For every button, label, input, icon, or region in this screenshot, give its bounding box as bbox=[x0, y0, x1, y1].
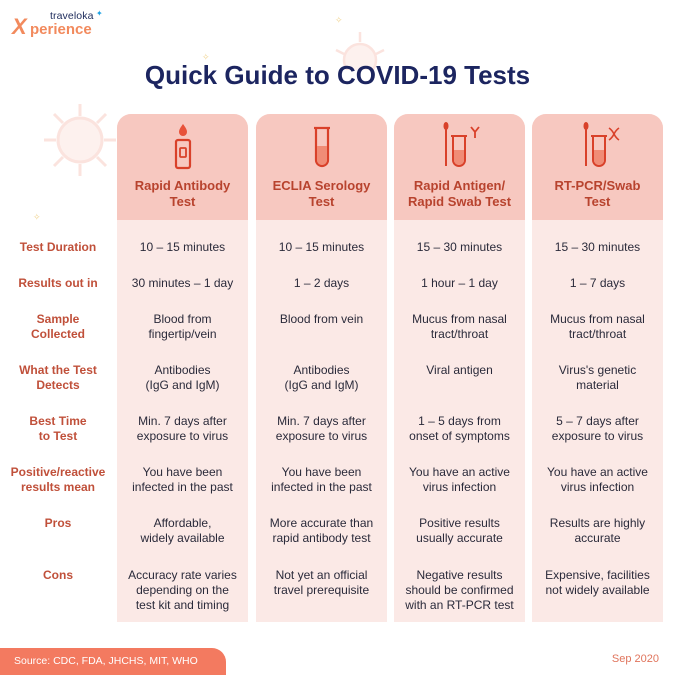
cell-line: usually accurate bbox=[416, 531, 503, 545]
column-title bbox=[394, 178, 525, 210]
virus-decoration-icon bbox=[40, 100, 120, 180]
cell-line: Blood from vein bbox=[279, 312, 364, 326]
cell-line: material bbox=[576, 378, 619, 392]
cell-line: Mucus from nasal bbox=[550, 312, 645, 326]
row-label-line: Positive/reactive bbox=[10, 465, 106, 479]
column-header bbox=[256, 114, 387, 220]
table-cell bbox=[394, 363, 525, 378]
column-title-line: RT-PCR/Swab bbox=[554, 178, 641, 193]
table-cell bbox=[532, 240, 663, 255]
cell-line: You have been bbox=[142, 465, 223, 479]
table-cell bbox=[117, 363, 248, 393]
cell-line: Blood from bbox=[153, 312, 212, 326]
cell-line: exposure to virus bbox=[275, 429, 368, 443]
cell-line: 1 – 5 days from bbox=[418, 414, 501, 428]
row-label-line: Test Duration bbox=[19, 240, 97, 254]
table-cell bbox=[117, 276, 248, 291]
table-cell bbox=[394, 516, 525, 546]
table-cell bbox=[117, 516, 248, 546]
cell-line: test kit and timing bbox=[135, 598, 230, 612]
table-cell bbox=[394, 276, 525, 291]
column-title bbox=[117, 178, 248, 210]
brand-small-text: traveloka bbox=[50, 10, 94, 22]
row-label-line: What the Test bbox=[19, 363, 97, 377]
cell-line: with an RT-PCR test bbox=[405, 598, 514, 612]
page-title: Quick Guide to COVID-19 Tests bbox=[144, 60, 531, 90]
cell-line: Accuracy rate varies bbox=[128, 568, 237, 582]
cell-line: Min. 7 days after bbox=[138, 414, 227, 428]
row-label-sample-collected bbox=[0, 312, 116, 342]
table-cell bbox=[256, 276, 387, 291]
cell-line: exposure to virus bbox=[136, 429, 229, 443]
cell-line: Results are highly bbox=[549, 516, 646, 530]
row-label-what-test-detects bbox=[0, 363, 116, 393]
cell-line: Mucus from nasal bbox=[412, 312, 507, 326]
cell-line: fingertip/vein bbox=[148, 327, 217, 341]
sparkle-icon: ✧ bbox=[202, 52, 210, 62]
cell-line: should be confirmed bbox=[405, 583, 514, 597]
brand-big-text: perience bbox=[30, 21, 92, 38]
source-text: Source: CDC, FDA, JHCHS, MIT, WHO bbox=[14, 655, 198, 667]
cell-line: infected in the past bbox=[271, 480, 372, 494]
row-label-results-out-in bbox=[0, 276, 116, 291]
row-label-line: Results out in bbox=[18, 276, 98, 290]
cell-line: virus infection bbox=[560, 480, 635, 494]
cell-line: You have an active bbox=[409, 465, 510, 479]
cell-line: Expensive, facilities bbox=[545, 568, 650, 582]
cell-line: accurate bbox=[574, 531, 621, 545]
column-header bbox=[532, 114, 663, 220]
cell-line: 5 – 7 days after bbox=[556, 414, 639, 428]
table-cell bbox=[394, 568, 525, 613]
table-cell bbox=[394, 312, 525, 342]
table-cell bbox=[117, 312, 248, 342]
cell-line: Antibodies bbox=[154, 363, 211, 377]
cell-line: 15 – 30 minutes bbox=[416, 240, 503, 254]
cell-line: Affordable, bbox=[153, 516, 212, 530]
table-cell bbox=[117, 568, 248, 613]
cell-line: 1 – 7 days bbox=[569, 276, 626, 290]
cell-line: 15 – 30 minutes bbox=[554, 240, 641, 254]
row-label-line: to Test bbox=[38, 429, 78, 443]
row-label-test-duration bbox=[0, 240, 116, 255]
row-label-cons bbox=[0, 568, 116, 583]
table-cell bbox=[256, 312, 387, 327]
cell-line: (IgG and IgM) bbox=[145, 378, 220, 392]
test-tube-icon bbox=[306, 122, 338, 170]
cell-line: 10 – 15 minutes bbox=[278, 240, 365, 254]
cell-line: Negative results bbox=[416, 568, 503, 582]
table-cell bbox=[394, 414, 525, 444]
table-cell bbox=[532, 465, 663, 495]
column-header bbox=[117, 114, 248, 220]
swab-tube-antibody-icon bbox=[438, 122, 482, 170]
column-title bbox=[532, 178, 663, 210]
table-cell bbox=[532, 516, 663, 546]
row-label-line: Cons bbox=[43, 568, 73, 582]
row-label-line: Best Time bbox=[29, 414, 87, 428]
cell-line: tract/throat bbox=[568, 327, 627, 341]
cell-line: 30 minutes – 1 day bbox=[131, 276, 234, 290]
cell-line: virus infection bbox=[422, 480, 497, 494]
table-cell bbox=[117, 465, 248, 495]
table-cell bbox=[394, 465, 525, 495]
swab-test-icon bbox=[167, 122, 199, 170]
column-title-line: Test bbox=[584, 194, 611, 209]
table-cell bbox=[256, 516, 387, 546]
cell-line: depending on the bbox=[136, 583, 229, 597]
table-cell bbox=[532, 568, 663, 598]
table-cell bbox=[532, 276, 663, 291]
row-label-pros bbox=[0, 516, 116, 531]
table-cell bbox=[256, 414, 387, 444]
table-cell bbox=[256, 465, 387, 495]
cell-line: You have been bbox=[281, 465, 362, 479]
row-label-line: Collected bbox=[30, 327, 85, 341]
column-header bbox=[394, 114, 525, 220]
column-title-line: Rapid Antigen/ bbox=[413, 178, 506, 193]
cell-line: (IgG and IgM) bbox=[284, 378, 359, 392]
cell-line: Antibodies bbox=[293, 363, 350, 377]
table-cell bbox=[532, 312, 663, 342]
cell-line: tract/throat bbox=[430, 327, 489, 341]
table-cell bbox=[256, 240, 387, 255]
table-cell bbox=[256, 568, 387, 598]
row-label-positive-results bbox=[0, 465, 116, 495]
cell-line: 1 hour – 1 day bbox=[421, 276, 498, 290]
column-title-line: Rapid Swab Test bbox=[407, 194, 512, 209]
table-cell bbox=[256, 363, 387, 393]
cell-line: onset of symptoms bbox=[409, 429, 510, 443]
cell-line: 1 – 2 days bbox=[293, 276, 350, 290]
brand-x-letter: X bbox=[12, 14, 27, 39]
cell-line: Positive results bbox=[419, 516, 500, 530]
row-label-line: Detects bbox=[36, 378, 80, 392]
table-cell bbox=[117, 240, 248, 255]
cell-line: Min. 7 days after bbox=[277, 414, 366, 428]
column-title-line: Test bbox=[169, 194, 196, 209]
table-cell bbox=[394, 240, 525, 255]
sparkle-icon: ✧ bbox=[335, 15, 343, 25]
star-icon: ✦ bbox=[96, 9, 103, 18]
column-title bbox=[256, 178, 387, 210]
table-cell bbox=[117, 414, 248, 444]
cell-line: More accurate than bbox=[269, 516, 374, 530]
column-title-line: Test bbox=[308, 194, 335, 209]
cell-line: not widely available bbox=[545, 583, 650, 597]
table-cell bbox=[532, 414, 663, 444]
cell-line: 10 – 15 minutes bbox=[139, 240, 226, 254]
cell-line: widely available bbox=[140, 531, 225, 545]
cell-line: infected in the past bbox=[132, 480, 233, 494]
sparkle-icon: ✧ bbox=[33, 212, 41, 222]
brand-logo bbox=[12, 10, 132, 40]
source-bar bbox=[0, 648, 226, 675]
cell-line: Not yet an official bbox=[275, 568, 368, 582]
date-label: Sep 2020 bbox=[611, 653, 659, 665]
cell-line: Virus's genetic bbox=[558, 363, 637, 377]
column-title-line: Rapid Antibody bbox=[134, 178, 231, 193]
cell-line: Viral antigen bbox=[426, 363, 493, 377]
cell-line: You have an active bbox=[547, 465, 648, 479]
row-label-line: Sample bbox=[36, 312, 80, 326]
cell-line: rapid antibody test bbox=[272, 531, 371, 545]
row-label-line: results mean bbox=[20, 480, 96, 494]
table-cell bbox=[532, 363, 663, 393]
swab-tube-dna-icon bbox=[578, 122, 622, 170]
cell-line: exposure to virus bbox=[551, 429, 644, 443]
column-title-line: ECLIA Serology bbox=[272, 178, 371, 193]
row-label-best-time bbox=[0, 414, 116, 444]
row-label-line: Pros bbox=[44, 516, 72, 530]
cell-line: travel prerequisite bbox=[273, 583, 370, 597]
